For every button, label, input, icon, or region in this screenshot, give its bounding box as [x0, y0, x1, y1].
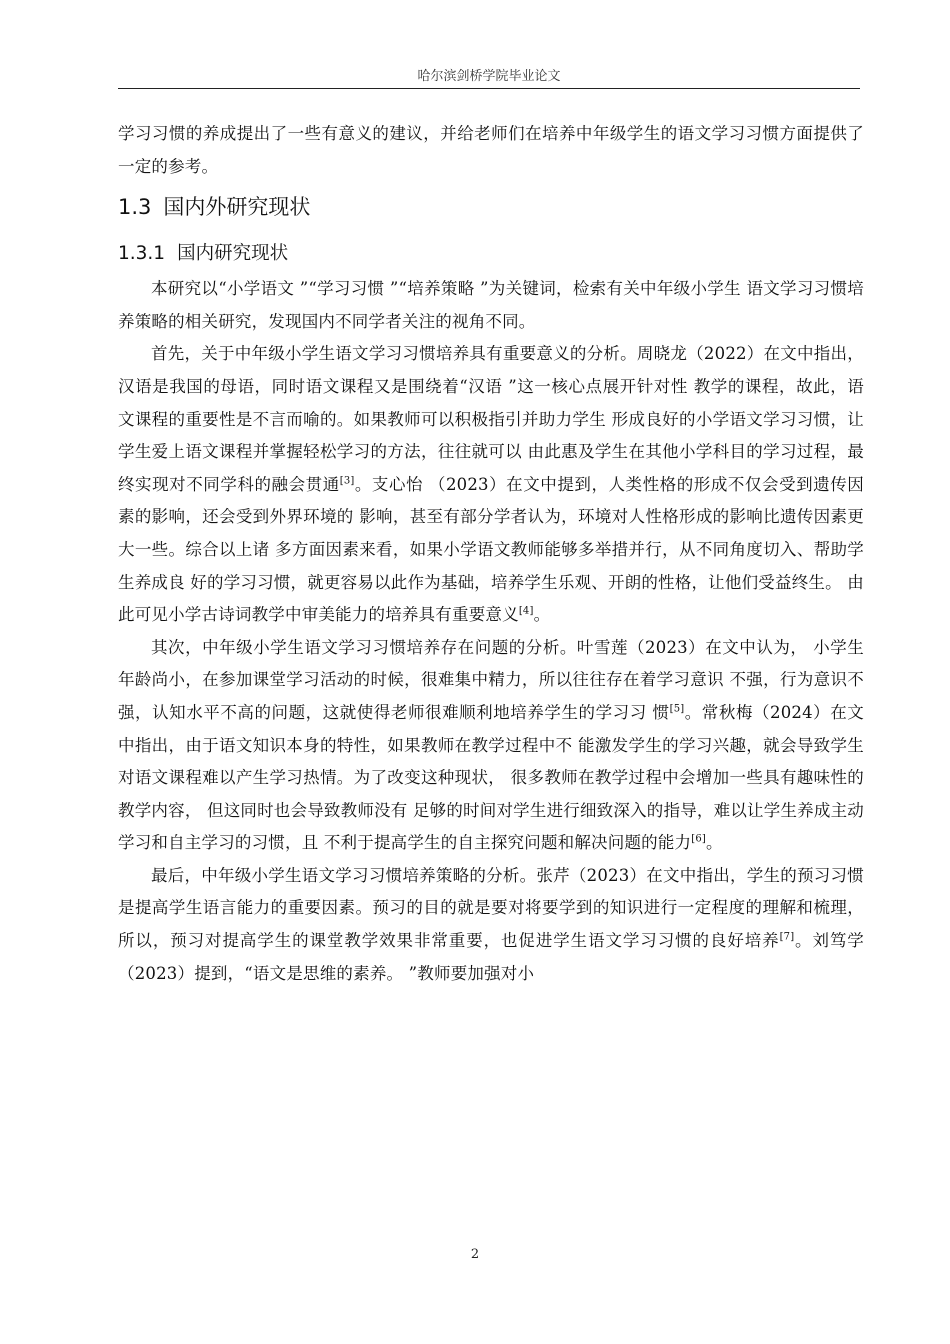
- subsection-title: 国内研究现状: [177, 243, 289, 265]
- paragraph-text: 。支心怡 （2023）在文中提到，人类性格的形成不仅会受到遗传因素的影响，还会受到外界环境的 影响，甚至有部分学者认为，环境对人性格形成的影响比遗传因素更大一些。综合以上诸 多方面因素来看，如果小学语文教师能够多举措并行，从不同角度切入、帮助学生养成良 好的学习习惯，就更容易以此作为基础，培养学生乐观、开朗的性格，让他们受益终生。 由此可见小学古诗词教学中审美能力的培养具有重要意义: [118, 474, 864, 625]
- citation-6[interactable]: [6]: [691, 833, 707, 845]
- page-body: [118, 118, 864, 990]
- section-number: 1.3: [118, 195, 152, 220]
- paragraph-text: 。常秋梅（2024）在文中指出，由于语文知识本身的特性，如果教师在教学过程中不 能激发学生的学习兴趣，就会导致学生对语文课程难以产生学习热情。为了改变这种现状， 很多教师在教学过程中会增加一些具有趣味性的教学内容， 但这同时也会导致教师没有 足够的时间对学生进行细致深入的指导，难以让学生养成主动学习和自主学习的习惯，且 不利于提高学生的自主探究问题和解决问题的能力: [118, 702, 864, 853]
- paragraph-keywords: 本研究以“小学语文 ”“学习习惯 ”“培养策略 ”为关键词，检索有关中年级小学生 语文学习习惯培养策略的相关研究，发现国内不同学者关注的视角不同。: [118, 279, 864, 331]
- paragraph-text: 首先，关于中年级小学生语文学习习惯培养具有重要意义的分析。周晓龙（2022）在文中指出，汉语是我国的母语，同时语文课程又是围绕着“汉语 ”这一核心点展开针对性 教学的课程，故此，语文课程的重要性是不言而喻的。如果教师可以积极指引并助力学生 形成良好的小学语文学习习惯，让学生爱上语文课程并掌握轻松学习的方法，往往就可以 由此惠及学生在其他小学科目的学习过程，最终实现对不同学科的融会贯通: [118, 344, 864, 494]
- page-number: 2: [470, 1247, 480, 1262]
- page-header: 哈尔滨剑桥学院毕业论文: [118, 66, 860, 89]
- paragraph-strategies: [118, 860, 864, 990]
- intro-paragraph: 学习习惯的养成提出了一些有意义的建议，并给老师们在培养中年级学生的语文学习习惯方面提供了一定的参考。: [118, 124, 864, 176]
- citation-5[interactable]: [5]: [669, 703, 685, 715]
- citation-3[interactable]: [3]: [339, 475, 355, 487]
- paragraph-importance: [118, 338, 864, 631]
- paragraph-problems: [118, 632, 864, 860]
- paragraph-text: 。: [533, 605, 551, 625]
- section-title: 国内外研究现状: [163, 195, 311, 220]
- paragraph-text: 。刘笃学（2023）提到，“语文是思维的素养。 ”教师要加强对小: [118, 931, 864, 983]
- paragraph-text: 其次，中年级小学生语文学习习惯培养存在问题的分析。叶雪莲（2023）在文中认为， 小学生年龄尚小，在参加课堂学习活动的时候，很难集中精力，所以往往存在着学习意识 不强，行为意识不强，认知水平不高的问题，这就使得老师很难顺利地培养学生的学习习 惯: [118, 637, 864, 722]
- citation-7[interactable]: [7]: [779, 931, 795, 943]
- section-heading: [118, 193, 864, 229]
- subsection-heading: [118, 241, 864, 273]
- subsection-number: 1.3.1: [118, 243, 166, 265]
- paragraph-text: 最后，中年级小学生语文学习习惯培养策略的分析。张芹（2023）在文中指出，学生的预习习惯是提高学生语言能力的重要因素。预习的目的就是要对将要学到的知识进行一定程度的理解和梳理，所以，预习对提高学生的课堂教学效果非常重要，也促进学生语文学习习惯的良好培养: [118, 865, 864, 951]
- paragraph-text: 。: [706, 833, 723, 853]
- citation-4[interactable]: [4]: [518, 605, 534, 617]
